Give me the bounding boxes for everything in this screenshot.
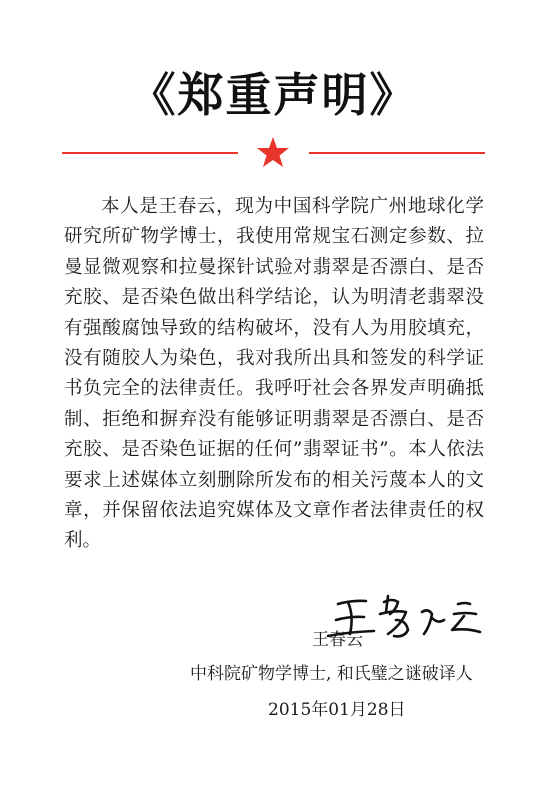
title-divider	[62, 136, 485, 168]
signature-title: 中科院矿物学博士, 和氏璧之谜破译人	[190, 664, 473, 684]
divider-line-left	[62, 152, 238, 154]
statement-date: 2015年01月28日	[268, 700, 406, 720]
statement-body: 本人是王春云，现为中国科学院广州地球化学研究所矿物学博士，我使用常规宝石测定参数、拉曼显微观察和拉曼探针试验对翡翠是否漂白、是否充胶、是否染色做出科学结论，认为明清老翡翠没有强酸腐蚀导致的结构破坏，没有人为用胶填充，没有随胶人为染色，我对我所出具和签发的科学证书负完全的法律责任。我呼吁社会各界发声明确抵制、拒绝和摒弃没有能够证明翡翠是否漂白、是否充胶、是否染色证据的任何”翡翠证书”。本人依法要求上述媒体立刻删除所发布的相关污蔑本人的文章，并保留依法追究媒体及文章作者法律责任的权利。	[64, 196, 484, 552]
red-star-icon	[256, 136, 290, 168]
signature-name: 王春云	[312, 630, 363, 650]
divider-line-right	[309, 152, 485, 154]
document-title: 《郑重声明》	[129, 68, 418, 122]
